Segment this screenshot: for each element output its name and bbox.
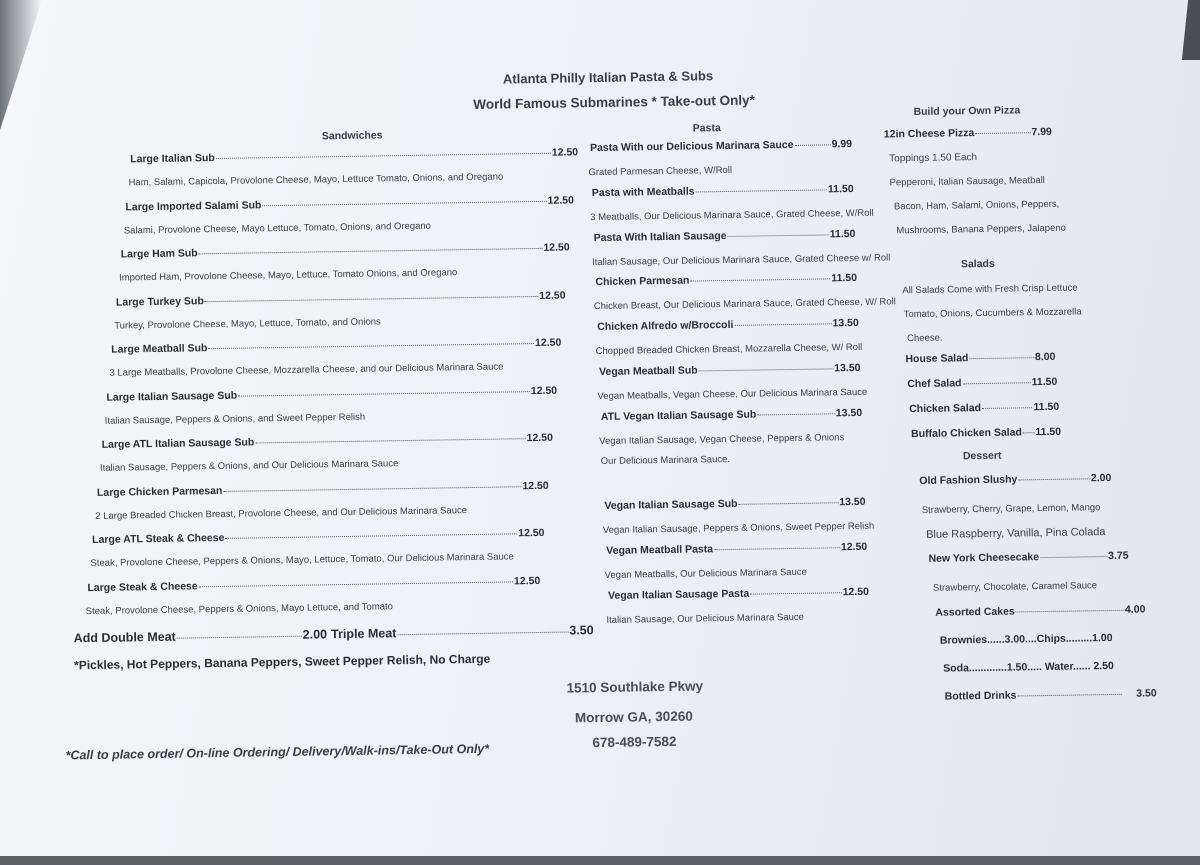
- sandwich-item-price: 12.50: [543, 241, 570, 254]
- sandwich-item-description: 2 Large Breaded Chicken Breast, Provolone Cheese, and Our Delicious Marinara Sauce: [95, 504, 468, 522]
- toppings-line-1: Pepperoni, Italian Sausage, Meatball: [889, 174, 1045, 189]
- cakes-name: Assorted Cakes: [935, 605, 1015, 619]
- pasta-item-name: ATL Vegan Italian Sausage Sub: [600, 408, 757, 423]
- slushy-item: [919, 472, 1111, 487]
- sandwich-item-price: 12.50: [522, 479, 549, 492]
- salad-item: [905, 351, 1055, 365]
- sandwich-item: [111, 337, 561, 356]
- pasta-item: [590, 138, 852, 154]
- add-triple-label: Triple Meat: [330, 626, 397, 642]
- pasta-item-description: Grated Parmesan Cheese, W/Roll: [588, 164, 733, 179]
- pasta-item-name: Vegan Meatball Sub: [598, 364, 698, 379]
- sandwich-item-name: Large Italian Sausage Sub: [106, 389, 238, 404]
- pasta-item-description: Chicken Breast, Our Delicious Marinara Sauce, Grated Cheese, W/ Roll: [593, 296, 896, 313]
- slushy-name: Old Fashion Slushy: [919, 473, 1018, 487]
- sandwich-item-name: Large Meatball Sub: [111, 342, 208, 356]
- pasta-item-price: 12.50: [840, 541, 868, 554]
- pasta-item-name: Vegan Italian Sausage Pasta: [607, 587, 750, 602]
- pasta-item: [599, 362, 861, 378]
- sandwich-item: [92, 527, 545, 546]
- pasta-item-price: 12.50: [842, 585, 870, 599]
- sandwich-item-description: Steak, Provolone Cheese, Peppers & Onions, Mayo, Lettuce, Tomato, Our Delicious Marinara Sauce: [90, 551, 514, 570]
- toppings-line-3: Mushrooms, Banana Peppers, Jalapeno: [896, 222, 1066, 237]
- sandwich-item: [87, 574, 540, 593]
- pasta-item-description: 3 Meatballs, Our Delicious Marinara Sauce, Grated Cheese, W/Roll: [590, 207, 874, 223]
- pasta-item: [608, 586, 869, 602]
- address-city: Morrow GA, 30260: [574, 708, 693, 726]
- sandwich-item-name: Large Italian Sub: [130, 152, 215, 166]
- sandwich-item-name: Large ATL Steak & Cheese: [92, 531, 225, 546]
- pasta-item: [594, 228, 856, 244]
- bottled-price: 3.50: [1136, 687, 1157, 700]
- pasta-item-description: Vegan Meatballs, Vegan Cheese, Our Delicious Marinara Sauce: [597, 386, 868, 403]
- sandwich-item-description: Imported Ham, Provolone Cheese, Mayo, Lettuce, Tomato Onions, and Oregano: [118, 267, 458, 284]
- sandwich-item-price: 12.50: [526, 431, 553, 445]
- sandwich-item-name: Large ATL Italian Sausage Sub: [101, 436, 255, 451]
- pizza-price: 7.99: [1031, 125, 1052, 139]
- pasta-item-price: 13.50: [835, 406, 863, 420]
- sandwich-item-price: 12.50: [530, 384, 558, 397]
- toppings-price: Toppings 1.50 Each: [889, 152, 978, 165]
- sandwich-item: [116, 289, 566, 308]
- pasta-item: [592, 183, 854, 199]
- menu-title: Atlanta Philly Italian Pasta & Subs: [502, 68, 714, 87]
- add-triple-price: 3.50: [569, 623, 594, 638]
- sandwich-item-name: Large Turkey Sub: [115, 294, 204, 309]
- pasta-item-name: Pasta With Italian Sausage: [593, 229, 727, 244]
- sandwich-item-description: 3 Large Meatballs, Provolone Cheese, Mozzarella Cheese, and our Delicious Marinara Sauce: [109, 361, 504, 379]
- sandwich-item-description: Turkey, Provolone Cheese, Mayo, Lettuce, Tomato, and Onions: [114, 315, 381, 332]
- pasta-item-name: Vegan Meatball Pasta: [606, 543, 714, 558]
- slushy-price: 2.00: [1090, 471, 1112, 485]
- pasta-item-description: Chopped Breaded Chicken Breast, Mozzarella Cheese, W/ Roll: [595, 342, 863, 358]
- salad-item-price: 11.50: [1031, 375, 1058, 389]
- cakes-price: 4.00: [1124, 603, 1146, 616]
- phone-number: 678-489-7582: [592, 733, 677, 751]
- pizza-item: [884, 126, 1052, 141]
- salads-intro-1: All Salads Come with Fresh Crisp Lettuce: [902, 282, 1078, 297]
- pasta-item: [601, 407, 862, 423]
- sandwich-item: [125, 194, 574, 213]
- sandwich-item-description: Italian Sausage, Peppers & Onions, and Our Delicious Marinara Sauce: [99, 458, 399, 474]
- pasta-item-description: Italian Sausage, Our Delicious Marinara Sauce: [606, 611, 805, 626]
- sandwich-item-description: Ham, Salami, Capicola, Provolone Cheese, Mayo, Lettuce Tomato, Onions, and Oregano: [128, 171, 504, 189]
- pizza-name: 12in Cheese Pizza: [883, 127, 975, 141]
- cheesecake-flavors: Strawberry, Chocolate, Caramel Sauce: [932, 580, 1098, 594]
- pasta-item: [595, 272, 857, 288]
- pasta-item: [597, 317, 859, 333]
- sandwich-item-price: 12.50: [518, 526, 545, 540]
- pasta-item-description: Vegan Italian Sausage, Vegan Cheese, Peppers & Onions: [599, 431, 845, 447]
- pasta-item-name: Vegan Italian Sausage Sub: [604, 498, 738, 513]
- sandwich-item-name: Large Chicken Parmesan: [96, 484, 223, 499]
- sandwich-item: [102, 432, 553, 451]
- sandwich-item-name: Large Ham Sub: [120, 247, 198, 261]
- pasta-item-price: 13.50: [834, 361, 861, 375]
- free-toppings-note: *Pickles, Hot Peppers, Banana Peppers, Sweet Pepper Relish, No Charge: [73, 651, 491, 673]
- pasta-item-name: Chicken Alfredo w/Broccoli: [597, 319, 734, 334]
- sandwich-item-name: Large Steak & Cheese: [87, 579, 198, 594]
- pasta-item-description: Our Delicious Marinara Sauce.: [600, 453, 731, 467]
- salad-item-price: 11.50: [1035, 425, 1062, 439]
- pasta-item-description: Vegan Italian Sausage, Peppers & Onions, Sweet Pepper Relish: [602, 521, 875, 537]
- pasta-item-price: 11.50: [829, 227, 856, 240]
- sandwich-item-description: Steak, Provolone Cheese, Peppers & Onions, Mayo Lettuce, and Tomato: [85, 600, 393, 617]
- cheesecake-item: [928, 550, 1128, 565]
- soda-line: Soda.............1.50..... Water...... 2.50: [943, 659, 1114, 675]
- pasta-item-price: 13.50: [839, 496, 866, 509]
- salad-item-name: Chicken Salad: [909, 402, 982, 416]
- pasta-item-price: 9.99: [831, 138, 853, 151]
- salad-item: [909, 401, 1059, 415]
- bottled-item: [945, 687, 1157, 702]
- pasta-item-name: Chicken Parmesan: [595, 274, 690, 289]
- slushy-flavors-1: Strawberry, Cherry, Grape, Lemon, Mango: [921, 502, 1101, 516]
- add-double-label: Add Double Meat: [73, 629, 176, 646]
- pasta-item: [606, 541, 867, 557]
- pasta-item-price: 13.50: [832, 317, 859, 330]
- cheesecake-price: 3.75: [1107, 549, 1129, 563]
- add-meat-line: [74, 623, 594, 645]
- add-double-price: 2.00: [302, 627, 328, 642]
- cheesecake-name: New York Cheesecake: [928, 551, 1040, 565]
- salad-item-name: Buffalo Chicken Salad: [910, 426, 1023, 441]
- address-street: 1510 Southlake Pkwy: [566, 678, 704, 696]
- salad-item-name: Chef Salad: [907, 377, 962, 391]
- pasta-item-description: Italian Sausage, Our Delicious Marinara Sauce, Grated Cheese w/ Roll: [591, 252, 891, 268]
- sandwich-item: [106, 384, 557, 403]
- sandwich-item-name: Large Imported Salami Sub: [125, 198, 262, 213]
- pizza-heading: Build your Own Pizza: [913, 104, 1021, 119]
- pasta-item-name: Pasta With our Delicious Marinara Sauce: [589, 138, 794, 155]
- pasta-item: [604, 496, 865, 512]
- brownies-line: Brownies......3.00....Chips.........1.00: [939, 631, 1113, 647]
- sandwich-item: [121, 241, 570, 260]
- bottled-name: Bottled Drinks: [944, 689, 1017, 703]
- pasta-item-price: 11.50: [831, 272, 858, 285]
- salad-item-name: House Salad: [905, 352, 969, 366]
- sandwich-item-price: 12.50: [547, 193, 574, 207]
- sandwich-item: [130, 146, 578, 165]
- pasta-heading: Pasta: [692, 122, 721, 135]
- salads-intro-3: Cheese.: [906, 332, 943, 345]
- salad-item-price: 11.50: [1033, 400, 1060, 414]
- pasta-item-price: 11.50: [827, 182, 854, 196]
- salad-item-price: 8.00: [1034, 350, 1056, 364]
- sandwiches-heading: Sandwiches: [321, 129, 383, 143]
- ordering-note: *Call to place order/ On-line Ordering/ Delivery/Walk-ins/Take-Out Only*: [65, 741, 490, 763]
- sandwich-item-price: 12.50: [551, 146, 579, 159]
- menu-subtitle: World Famous Submarines * Take-out Only*: [473, 92, 755, 112]
- toppings-line-2: Bacon, Ham, Salami, Onions, Peppers,: [893, 198, 1060, 213]
- salads-intro-2: Tomato, Onions, Cucumbers & Mozzarella: [903, 306, 1082, 321]
- sandwich-item-price: 12.50: [513, 574, 541, 587]
- sandwich-item-price: 12.50: [534, 336, 562, 350]
- sandwich-item: [97, 479, 549, 498]
- dessert-heading: Dessert: [962, 449, 1002, 463]
- sandwich-item-price: 12.50: [539, 289, 566, 302]
- slushy-flavors-2: Blue Raspberry, Vanilla, Pina Colada: [926, 526, 1106, 541]
- sandwich-item-description: Salami, Provolone Cheese, Mayo Lettuce, Tomato, Onions, and Oregano: [123, 220, 431, 236]
- pasta-item-name: Pasta with Meatballs: [591, 185, 695, 199]
- pasta-item-description: Vegan Meatballs, Our Delicious Marinara Sauce: [604, 566, 807, 582]
- salad-item: [907, 376, 1057, 390]
- cakes-item: [935, 603, 1145, 618]
- salad-item: [911, 426, 1061, 440]
- sandwich-item-description: Italian Sausage, Peppers & Onions, and Sweet Pepper Relish: [104, 411, 366, 427]
- salads-heading: Salads: [960, 257, 995, 271]
